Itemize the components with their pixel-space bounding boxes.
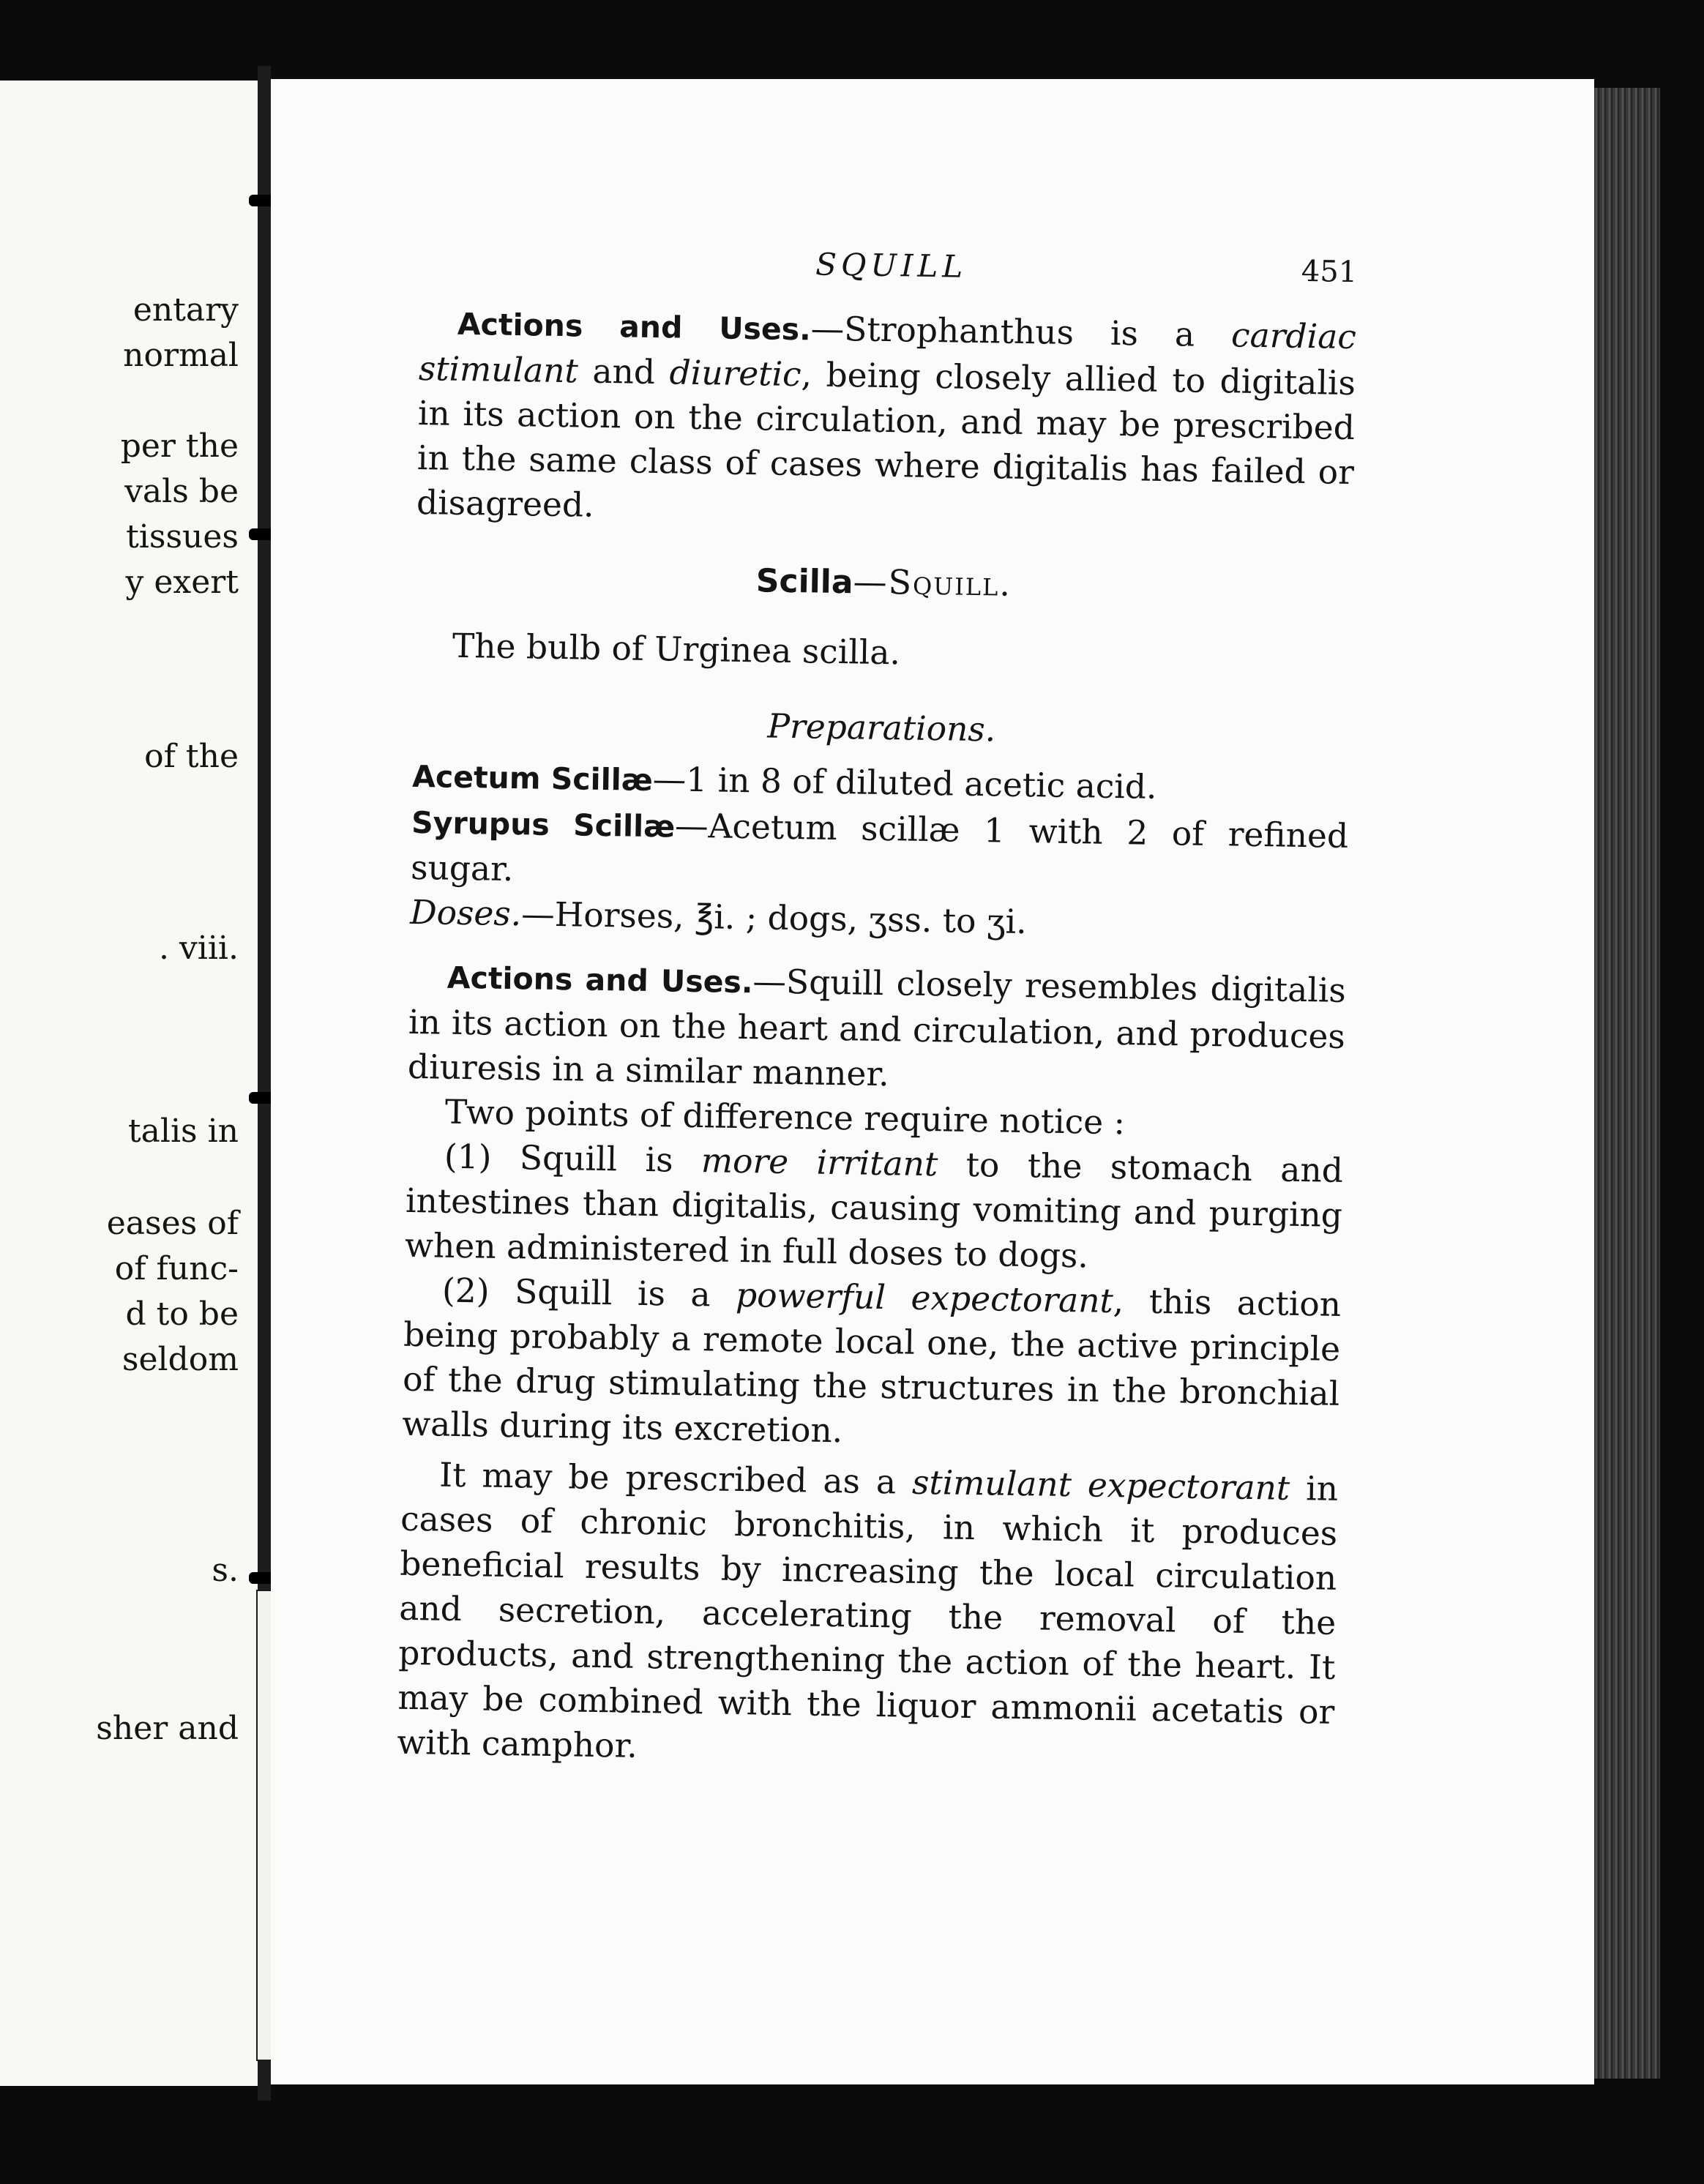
left-fragment: . viii. xyxy=(158,930,239,967)
scilla-description: The bulb of Urginea scilla. xyxy=(452,626,901,673)
left-fragment: seldom xyxy=(122,1341,239,1378)
emphasis: more irritant xyxy=(700,1141,938,1184)
text-run: to the stomach and intestines than digitalis, causing vomiting and purging when administered in full doses to dogs. xyxy=(404,1145,1344,1276)
left-fragment: entary xyxy=(132,291,239,329)
text-run: —Squill closely resembles digitalis in its action on the heart and circulation, and produces diuresis in a similar manner. xyxy=(407,962,1347,1094)
emphasis: powerful expectorant xyxy=(735,1275,1114,1321)
numbered-point xyxy=(405,1134,1344,1282)
preparation-text: —1 in 8 of diluted acetic acid. xyxy=(652,760,1157,807)
doses-label: Doses. xyxy=(409,892,522,934)
left-fragment: y exert xyxy=(125,564,239,601)
left-fragment: talis in xyxy=(127,1112,239,1150)
left-fragment: per the xyxy=(120,427,239,465)
strophanthus-actions-paragraph xyxy=(416,300,1357,539)
numbered-point xyxy=(402,1268,1342,1461)
left-facing-page xyxy=(0,81,260,2086)
preparation-name: Syrupus Scillæ xyxy=(411,804,676,845)
page-edges xyxy=(1594,88,1660,2079)
text-run: in cases of chronic bronchitis, in which it produces beneficial results by increasing the local circulation and secretion, accelerating the removal of the products, and strengthening the action of the heart. It may be combined with the liquor ammonii acetatis or with camphor. xyxy=(397,1468,1339,1765)
left-fragment: eases of xyxy=(106,1205,239,1242)
paragraph xyxy=(397,1452,1339,1779)
left-fragment: tissues xyxy=(126,518,239,556)
text-run: It may be prescribed as a xyxy=(438,1455,913,1502)
text-run: and xyxy=(578,351,670,392)
text-run: —Strophanthus is a xyxy=(810,309,1232,355)
text-run: (1) Squill is xyxy=(444,1137,702,1181)
heading-latin-name: Scilla xyxy=(755,562,853,602)
emphasis: diuretic xyxy=(669,353,802,394)
text-run: , being closely allied to digitalis in its action on the circulation, and may be prescribed in the same class of cases where digitalis has failed or disagreed. xyxy=(416,355,1356,525)
doses-text: —Horses, ℥i. ; dogs, ʒss. to ʒi. xyxy=(520,894,1028,942)
left-fragment: sher and xyxy=(96,1710,239,1747)
section-lead: Actions and Uses. xyxy=(446,960,753,1001)
emphasis: cardiac stimulant xyxy=(418,315,1357,391)
paragraph: Two points of difference require notice : xyxy=(444,1092,1126,1143)
preparation-text: —Acetum scillæ 1 with 2 of refined sugar. xyxy=(410,806,1349,889)
preparations-title: Preparations. xyxy=(767,706,996,749)
scilla-heading xyxy=(415,553,1353,613)
text-run: , this action being probably a remote local one, the active principle of the drug stimulating the structures in the bronchial walls during its excretion. xyxy=(401,1282,1342,1451)
left-fragment: normal xyxy=(123,337,239,374)
preparation-name: Acetum Scillæ xyxy=(411,758,654,799)
section-lead: Actions and Uses. xyxy=(457,306,812,348)
left-fragment: of func- xyxy=(114,1250,239,1287)
heading-common-name: —Squill. xyxy=(853,561,1012,604)
left-fragment: d to be xyxy=(125,1295,239,1333)
running-head-title: SQUILL xyxy=(815,246,968,285)
left-fragment: of the xyxy=(144,738,239,775)
squill-actions-paragraph xyxy=(407,954,1346,1104)
page-body xyxy=(397,300,1356,1779)
left-fragment: vals be xyxy=(124,473,239,510)
preparation-item xyxy=(411,799,1349,905)
text-run: (2) Squill is a xyxy=(441,1271,736,1314)
emphasis: stimulant expectorant xyxy=(911,1462,1290,1508)
left-fragment: s. xyxy=(212,1552,239,1589)
page-number: 451 xyxy=(1301,254,1358,290)
